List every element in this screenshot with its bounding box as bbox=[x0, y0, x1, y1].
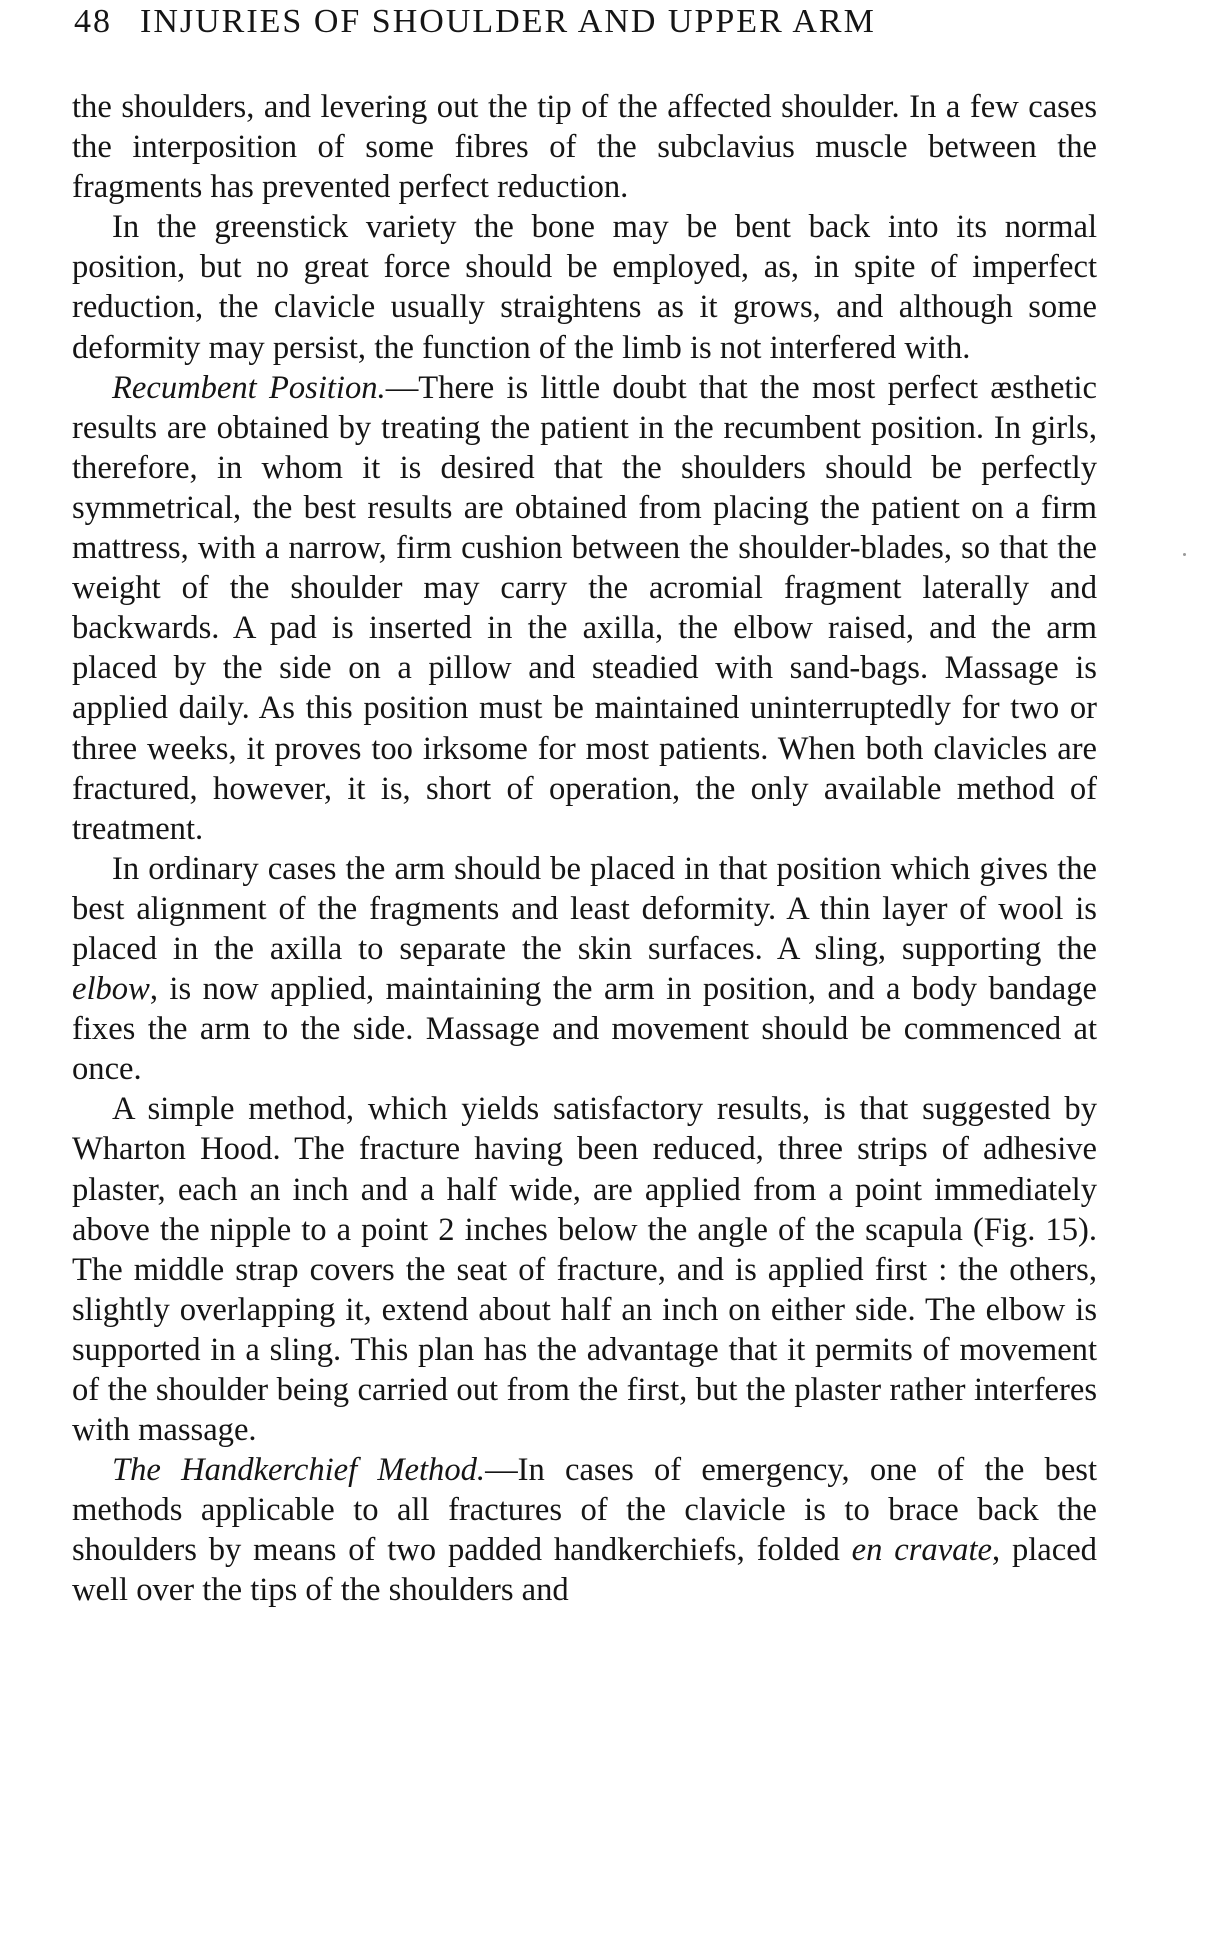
paragraph-5-text: A simple method, which yields satisfactory results, is that suggested by Wharton Hood. The fracture having been reduced, three strips of adhesive plaster, each an inch and a half wide, are applied from a point immediately above the nipple to a point 2 inches below the angle of the scapula (Fig. 15). The middle strap covers the seat of fracture, and is applied first : the others, slightly overlapping it, extend about half an inch on either side. The elbow is supported in a sling. This plan has the advantage that it permits of movement of the shoulder being carried out from the first, but the plaster rather interferes with massage. bbox=[72, 1091, 1097, 1449]
body-text bbox=[72, 87, 1097, 1611]
paragraph-2-text: In the greenstick variety the bone may be bent back into its normal position, but no great force should be employed, as, in spite of imperfect reduction, the clavicle usually straightens as it grows, and although some deformity may persist, the function of the limb is not interfered with. bbox=[72, 209, 1097, 366]
page-number: 48 bbox=[74, 3, 112, 40]
paragraph-4-emphasis: elbow bbox=[72, 971, 150, 1008]
paragraph-1 bbox=[72, 87, 1097, 207]
paragraph-6 bbox=[72, 1450, 1097, 1610]
running-title: INJURIES OF SHOULDER AND UPPER ARM bbox=[140, 3, 876, 40]
paragraph-3-text: —There is little doubt that the most perfect æsthetic results are obtained by treating the patient in the recumbent position. In girls, therefore, in whom it is desired that the shoulders should be perfectly symmetrical, the best results are obtained from placing the patient on a firm mattress, with a narrow, firm cushion between the shoulder-blades, so that the weight of the shoulder may carry the acromial fragment laterally and backwards. A pad is inserted in the axilla, the elbow raised, and the arm placed by the side on a pillow and steadied with sand-bags. Massage is applied daily. As this position must be maintained uninterruptedly for two or three weeks, it proves too irksome for most patients. When both clavicles are fractured, however, it is, short of operation, the only available method of treatment. bbox=[72, 369, 1097, 847]
section-heading-recumbent-position: Recumbent Position. bbox=[112, 369, 386, 406]
paragraph-6-text-start: —In cases of emergency, one of the best methods applicable to all fractures of the clavicle is to brace back the shoulders by means of two padded handkerchiefs, folded bbox=[72, 1452, 1098, 1569]
paragraph-1-text: the shoulders, and levering out the tip of the affected shoulder. In a few cases the interposition of some fibres of the subclavius muscle between the fragments has prevented perfect reduction. bbox=[72, 89, 1097, 206]
running-header bbox=[74, 2, 1084, 42]
paragraph-4-text-end: , is now applied, maintaining the arm in position, and a body bandage fixes the arm to the side. Massage and movement should be commenced at once. bbox=[72, 971, 1097, 1088]
paragraph-4-text-start: In ordinary cases the arm should be placed in that position which gives the best alignment of the fragments and least deformity. A thin layer of wool is placed in the axilla to separate the skin surfaces. A sling, supporting the bbox=[72, 850, 1097, 967]
paragraph-3 bbox=[72, 368, 1097, 849]
paragraph-2 bbox=[72, 207, 1097, 367]
section-heading-handkerchief-method: The Handkerchief Method. bbox=[112, 1452, 486, 1489]
paragraph-6-text-end: , placed well over the tips of the shoulders and bbox=[72, 1532, 1097, 1609]
scan-speck bbox=[1183, 553, 1186, 556]
paragraph-5 bbox=[72, 1089, 1097, 1450]
paragraph-4 bbox=[72, 849, 1097, 1090]
paragraph-6-emphasis: en cravate bbox=[851, 1532, 992, 1569]
